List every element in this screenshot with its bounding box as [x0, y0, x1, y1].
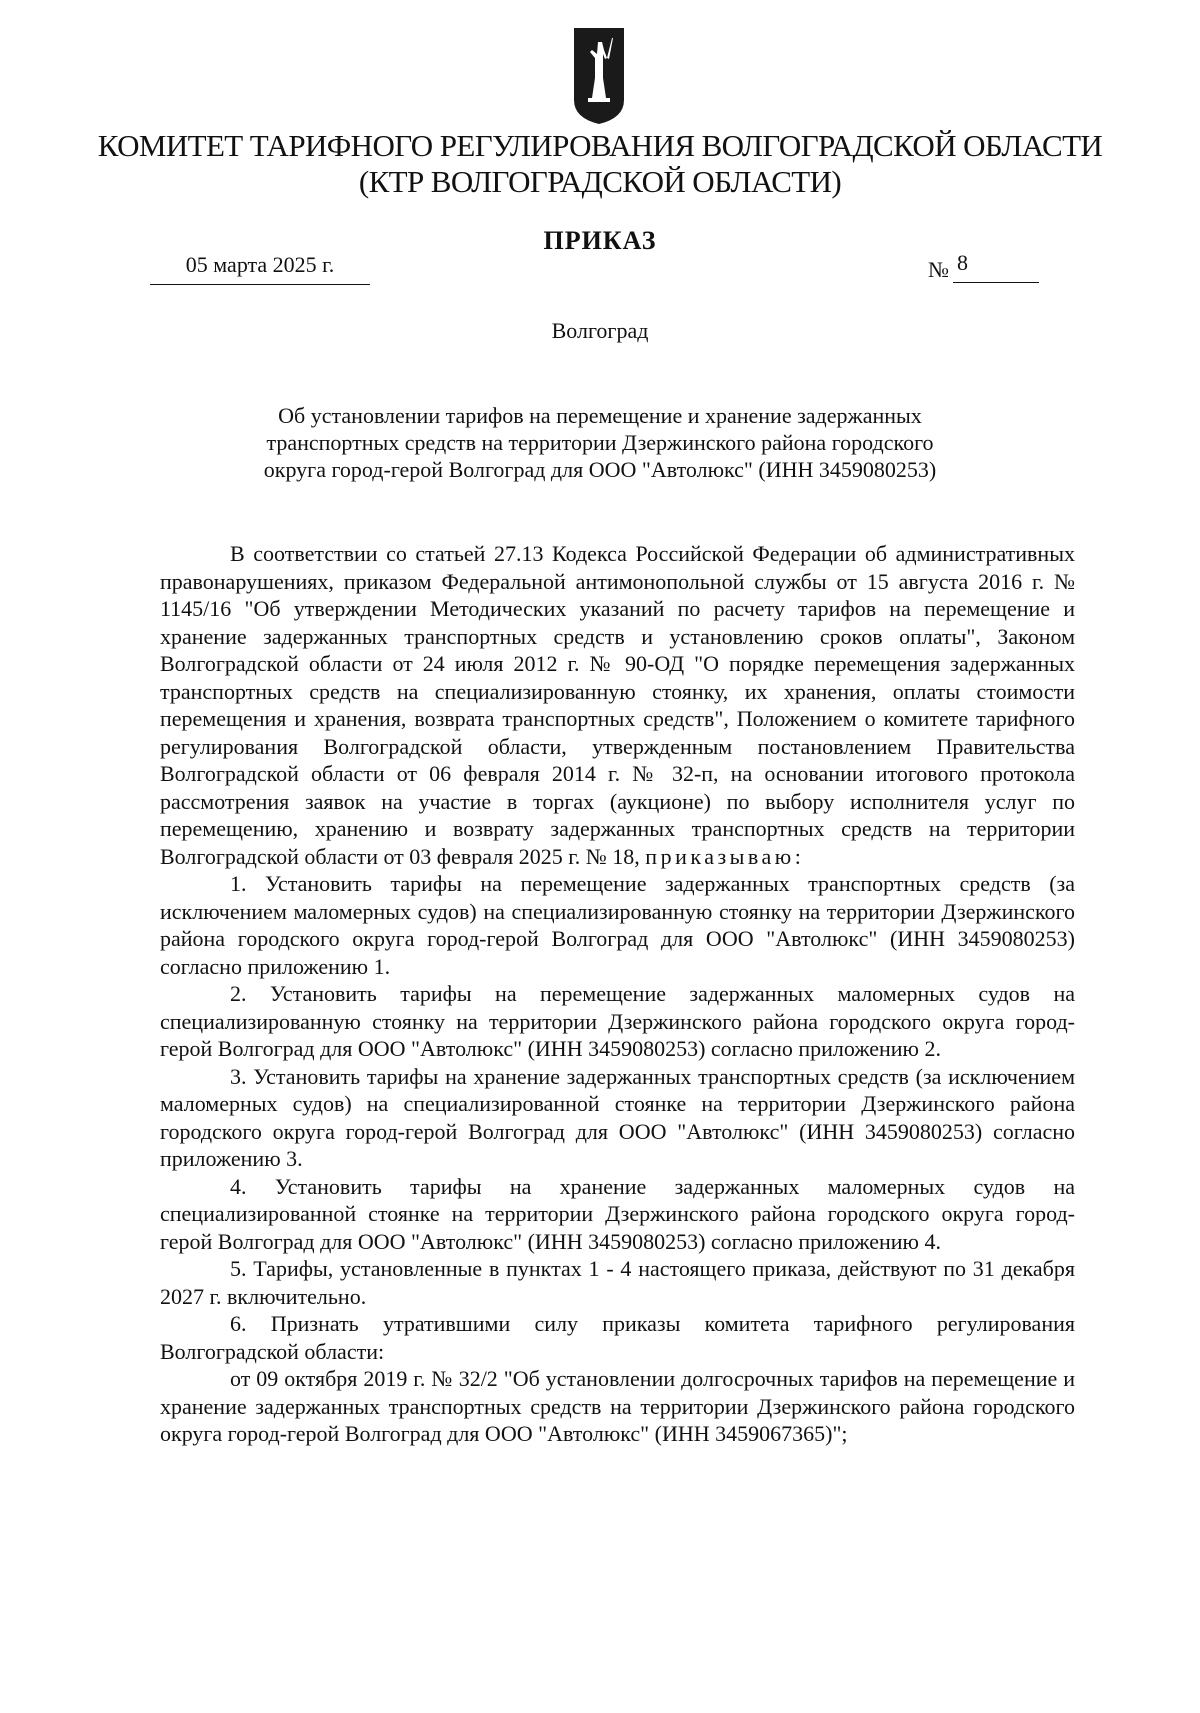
- subject-line: Об установлении тарифов на перемещение и хранение задержанных: [278, 403, 922, 428]
- order-item: 1. Установить тарифы на перемещение задержанных транспортных средств (за исключением маломерных судов) на специализированную стоянку на территории Дзержинского района городского округа город-герой Волгоград для ООО "Автолюкс" (ИНН 3459080253) согласно приложению 1.: [160, 871, 1075, 979]
- order-body: [160, 540, 1075, 1448]
- order-verb: приказываю:: [645, 843, 805, 869]
- organization-abbreviation: (КТР ВОЛГОГРАДСКОЙ ОБЛАСТИ): [358, 164, 842, 199]
- preamble-text: В соответствии со статьей 27.13 Кодекса Российской Федерации об административных правонарушениях, приказом Федеральной антимонопольной службы от 15 августа 2016 г. № 1145/16 "Об утверждении Методических указаний по расчету тарифов на перемещение и хранение задержанных транспортных средств и установлению сроков оплаты", Законом Волгоградской области от 24 июля 2012 г. № 90-ОД "О порядке перемещения задержанных транспортных средств на специализированную стоянку, их хранения, оплаты стоимости перемещения и хранения, возврата транспортных средств", Положением о комитете тарифного регулирования Волгоградской области, утвержденным постановлением Правительства Волгоградской области от 06 февраля 2014 г. № 32-п, на основании итогового протокола рассмотрения заявок на участие в торгах (аукционе) по выбору исполнителя услуг по перемещению, хранению и возврату задержанных транспортных средств на территории Волгоградской области от 03 февраля 2025 г. № 18,: [160, 541, 1075, 869]
- order-item: 3. Установить тарифы на хранение задержанных транспортных средств (за исключением маломерных судов) на специализированной стоянке на территории Дзержинского района городского округа город-герой Волгоград для ООО "Автолюкс" (ИНН 3459080253) согласно приложению 3.: [160, 1063, 1075, 1171]
- subject-line: транспортных средств на территории Дзержинского района городского: [266, 430, 934, 455]
- organization-name: КОМИТЕТ ТАРИФНОГО РЕГУЛИРОВАНИЯ ВОЛГОГРАДСКОЙ ОБЛАСТИ: [97, 128, 1103, 163]
- order-item: от 09 октября 2019 г. № 32/2 "Об установлении долгосрочных тарифов на перемещение и хранение задержанных транспортных средств на территории Дзержинского района городского округа город-герой Волгоград для ООО "Автолюкс" (ИНН 3459067365)";: [160, 1366, 1075, 1446]
- order-item: 6. Признать утратившими силу приказы комитета тарифного регулирования Волгоградской области:: [160, 1311, 1075, 1364]
- number-sign: №: [928, 257, 949, 282]
- order-number-field: [928, 250, 1039, 283]
- order-subject: [200, 402, 1000, 483]
- subject-line: округа город-герой Волгоград для ООО "Автолюкс" (ИНН 3459080253): [263, 457, 937, 482]
- order-city: Волгоград: [551, 318, 649, 343]
- order-date: 05 марта 2025 г.: [150, 252, 370, 285]
- order-item: 2. Установить тарифы на перемещение задержанных маломерных судов на специализированную стоянку на территории Дзержинского района городского округа город-герой Волгоград для ООО "Автолюкс" (ИНН 3459080253) согласно приложению 2.: [160, 981, 1075, 1061]
- order-item: 5. Тарифы, установленные в пунктах 1 - 4 настоящего приказа, действуют по 31 декабря 2027 г. включительно.: [160, 1256, 1075, 1309]
- order-item: 4. Установить тарифы на хранение задержанных маломерных судов на специализированной стоянке на территории Дзержинского района городского округа город-герой Волгоград для ООО "Автолюкс" (ИНН 3459080253) согласно приложению 4.: [160, 1173, 1075, 1254]
- document-title: ПРИКАЗ: [543, 226, 657, 255]
- preamble-paragraph: [160, 540, 1075, 870]
- order-number: 8: [953, 250, 1039, 283]
- volgograd-emblem-icon: [574, 28, 624, 124]
